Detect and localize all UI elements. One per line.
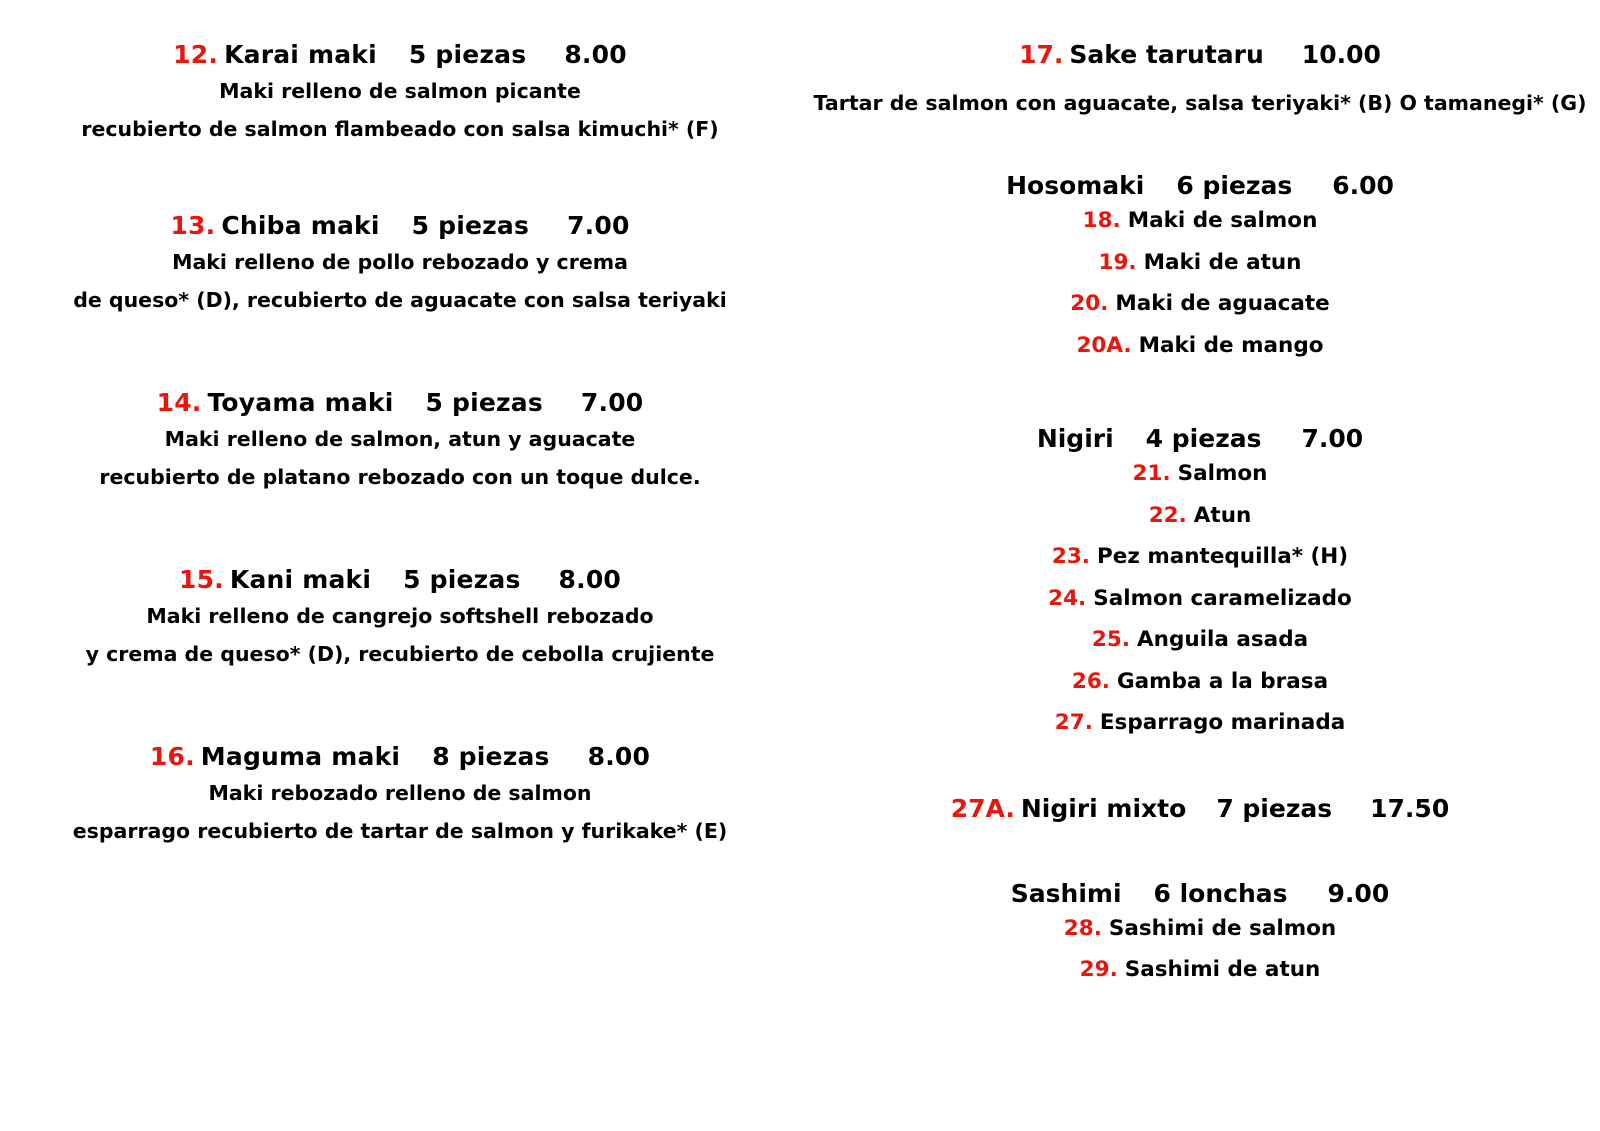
list-item-number: 20. [1070, 291, 1109, 316]
list-item [800, 668, 1600, 694]
menu-right-column [800, 0, 1600, 1131]
menu-item-price: 8.00 [558, 565, 622, 594]
menu-item [0, 211, 800, 310]
menu-item-number: 27A. [950, 793, 1015, 823]
list-item-number: 20A. [1076, 332, 1132, 358]
list-item [800, 249, 1600, 275]
list-item [800, 585, 1600, 611]
category-heading [800, 879, 1600, 908]
category-item-list [800, 915, 1600, 982]
list-item-number: 26. [1071, 668, 1110, 694]
menu-item-heading [0, 565, 800, 594]
category-item-list [800, 210, 1600, 356]
menu-item-name: Karai maki [224, 40, 377, 69]
menu-item-price: 7.00 [580, 388, 644, 417]
list-item-number: 25. [1091, 627, 1130, 652]
list-item-number: 29. [1079, 957, 1118, 982]
list-item [800, 463, 1600, 485]
list-item-label: Atun [1193, 502, 1252, 528]
menu-item-name: Toyama maki [207, 388, 394, 417]
menu-item-number: 16. [149, 742, 195, 771]
list-item [800, 502, 1600, 528]
menu-item-description-line2: recubierto de platano rebozado con un toque dulce. [99, 464, 701, 489]
menu-item-pieces: 5 piezas [403, 565, 521, 594]
menu-item-number: 17. [1019, 40, 1064, 69]
menu-category-nigiri [800, 424, 1600, 734]
menu-item [0, 565, 800, 664]
menu-item-description-line2: esparrago recubierto de tartar de salmon y furikake* (E) [72, 818, 728, 843]
menu-item-name: Nigiri mixto [1020, 793, 1187, 823]
menu-item [0, 742, 800, 841]
category-price: 9.00 [1327, 878, 1390, 908]
menu-item [0, 388, 800, 487]
menu-item-description-line1: Maki relleno de cangrejo softshell rebozado [146, 604, 654, 628]
menu-item-pieces: 5 piezas [425, 388, 543, 417]
list-item-label: Sashimi de atun [1124, 957, 1321, 982]
category-item-list [800, 463, 1600, 734]
list-item-number: 19. [1098, 249, 1137, 275]
list-item [800, 712, 1600, 734]
menu-item-description-line2: y crema de queso* (D), recubierto de cebolla crujiente [85, 641, 715, 666]
menu-item-number: 15. [178, 565, 224, 594]
menu-item-price: 7.00 [567, 211, 630, 240]
category-title: Sashimi [1010, 878, 1122, 908]
menu-item-heading [0, 742, 800, 771]
menu-item-description-line2: recubierto de salmon flambeado con salsa kimuchi* (F) [81, 116, 719, 141]
menu-item-name: Kani maki [229, 565, 372, 594]
menu-item-number: 14. [156, 388, 202, 417]
list-item [800, 915, 1600, 941]
menu-item-heading [0, 40, 800, 69]
list-item-label: Salmon caramelizado [1093, 585, 1352, 611]
list-item-number: 27. [1054, 710, 1093, 735]
menu-item-price: 8.00 [587, 742, 651, 771]
menu-category-hosomaki [800, 171, 1600, 356]
menu-item-pieces: 5 piezas [411, 211, 530, 240]
menu-category-sashimi [800, 879, 1600, 981]
list-item [800, 546, 1600, 568]
list-item [800, 293, 1600, 315]
list-item-label: Anguila asada [1137, 627, 1309, 652]
menu-item-price: 17.50 [1370, 793, 1450, 823]
list-item-label: Maki de aguacate [1115, 291, 1330, 316]
menu-item-pieces: 7 piezas [1216, 793, 1333, 823]
list-item-number: 22. [1148, 502, 1187, 528]
list-item-label: Pez mantequilla* (H) [1096, 544, 1349, 569]
list-item [800, 959, 1600, 981]
menu-item-pieces: 5 piezas [408, 40, 527, 69]
menu-item-description: Tartar de salmon con aguacate, salsa teriyaki* (B) O tamanegi* (G) [813, 91, 1587, 115]
category-pieces: 6 lonchas [1153, 878, 1288, 908]
category-pieces: 4 piezas [1145, 424, 1262, 453]
list-item-label: Sashimi de salmon [1108, 915, 1337, 941]
list-item-number: 24. [1048, 585, 1087, 611]
category-heading [800, 171, 1600, 200]
list-item-label: Salmon [1177, 461, 1268, 486]
list-item-number: 21. [1132, 461, 1171, 486]
menu-item-description-line1: Maki rebozado relleno de salmon [208, 781, 592, 805]
menu-item-pieces: 8 piezas [432, 742, 550, 771]
list-item-label: Maki de mango [1138, 332, 1324, 358]
category-heading [800, 424, 1600, 453]
menu-item-price: 8.00 [564, 40, 627, 69]
menu-item-heading [0, 211, 800, 240]
menu-item-name: Maguma maki [200, 742, 401, 771]
category-price: 6.00 [1332, 171, 1394, 200]
menu-item-description-line1: Maki relleno de salmon, atun y aguacate [164, 427, 636, 451]
list-item-label: Esparrago marinada [1099, 710, 1346, 735]
category-pieces: 6 piezas [1176, 171, 1293, 200]
menu-item-name: Sake tarutaru [1069, 40, 1264, 69]
menu-item-heading [800, 40, 1600, 69]
list-item [800, 332, 1600, 358]
list-item [800, 210, 1600, 232]
list-item [800, 629, 1600, 651]
menu-item-description-line2: de queso* (D), recubierto de aguacate con salsa teriyaki [73, 287, 727, 312]
menu-item-nigiri-mixto [800, 794, 1600, 823]
menu-item-description-line1: Maki relleno de salmon picante [219, 79, 581, 103]
menu-item-name: Chiba maki [221, 211, 380, 240]
menu-item [0, 40, 800, 139]
menu-item-price: 10.00 [1301, 40, 1381, 69]
list-item-label: Maki de salmon [1127, 208, 1318, 233]
menu-item-heading [0, 388, 800, 417]
list-item-label: Gamba a la brasa [1116, 668, 1329, 694]
menu-item-number: 12. [173, 40, 219, 69]
menu-item-number: 13. [170, 211, 216, 240]
category-title: Hosomaki [1006, 171, 1145, 200]
menu-item-description-line1: Maki relleno de pollo rebozado y crema [172, 250, 628, 274]
category-title: Nigiri [1036, 424, 1114, 453]
menu-item [800, 40, 1600, 115]
category-price: 7.00 [1301, 424, 1364, 453]
list-item-number: 23. [1051, 544, 1090, 569]
menu-item-heading [800, 794, 1600, 823]
list-item-number: 18. [1082, 208, 1121, 233]
list-item-number: 28. [1063, 915, 1102, 941]
list-item-label: Maki de atun [1143, 249, 1302, 275]
